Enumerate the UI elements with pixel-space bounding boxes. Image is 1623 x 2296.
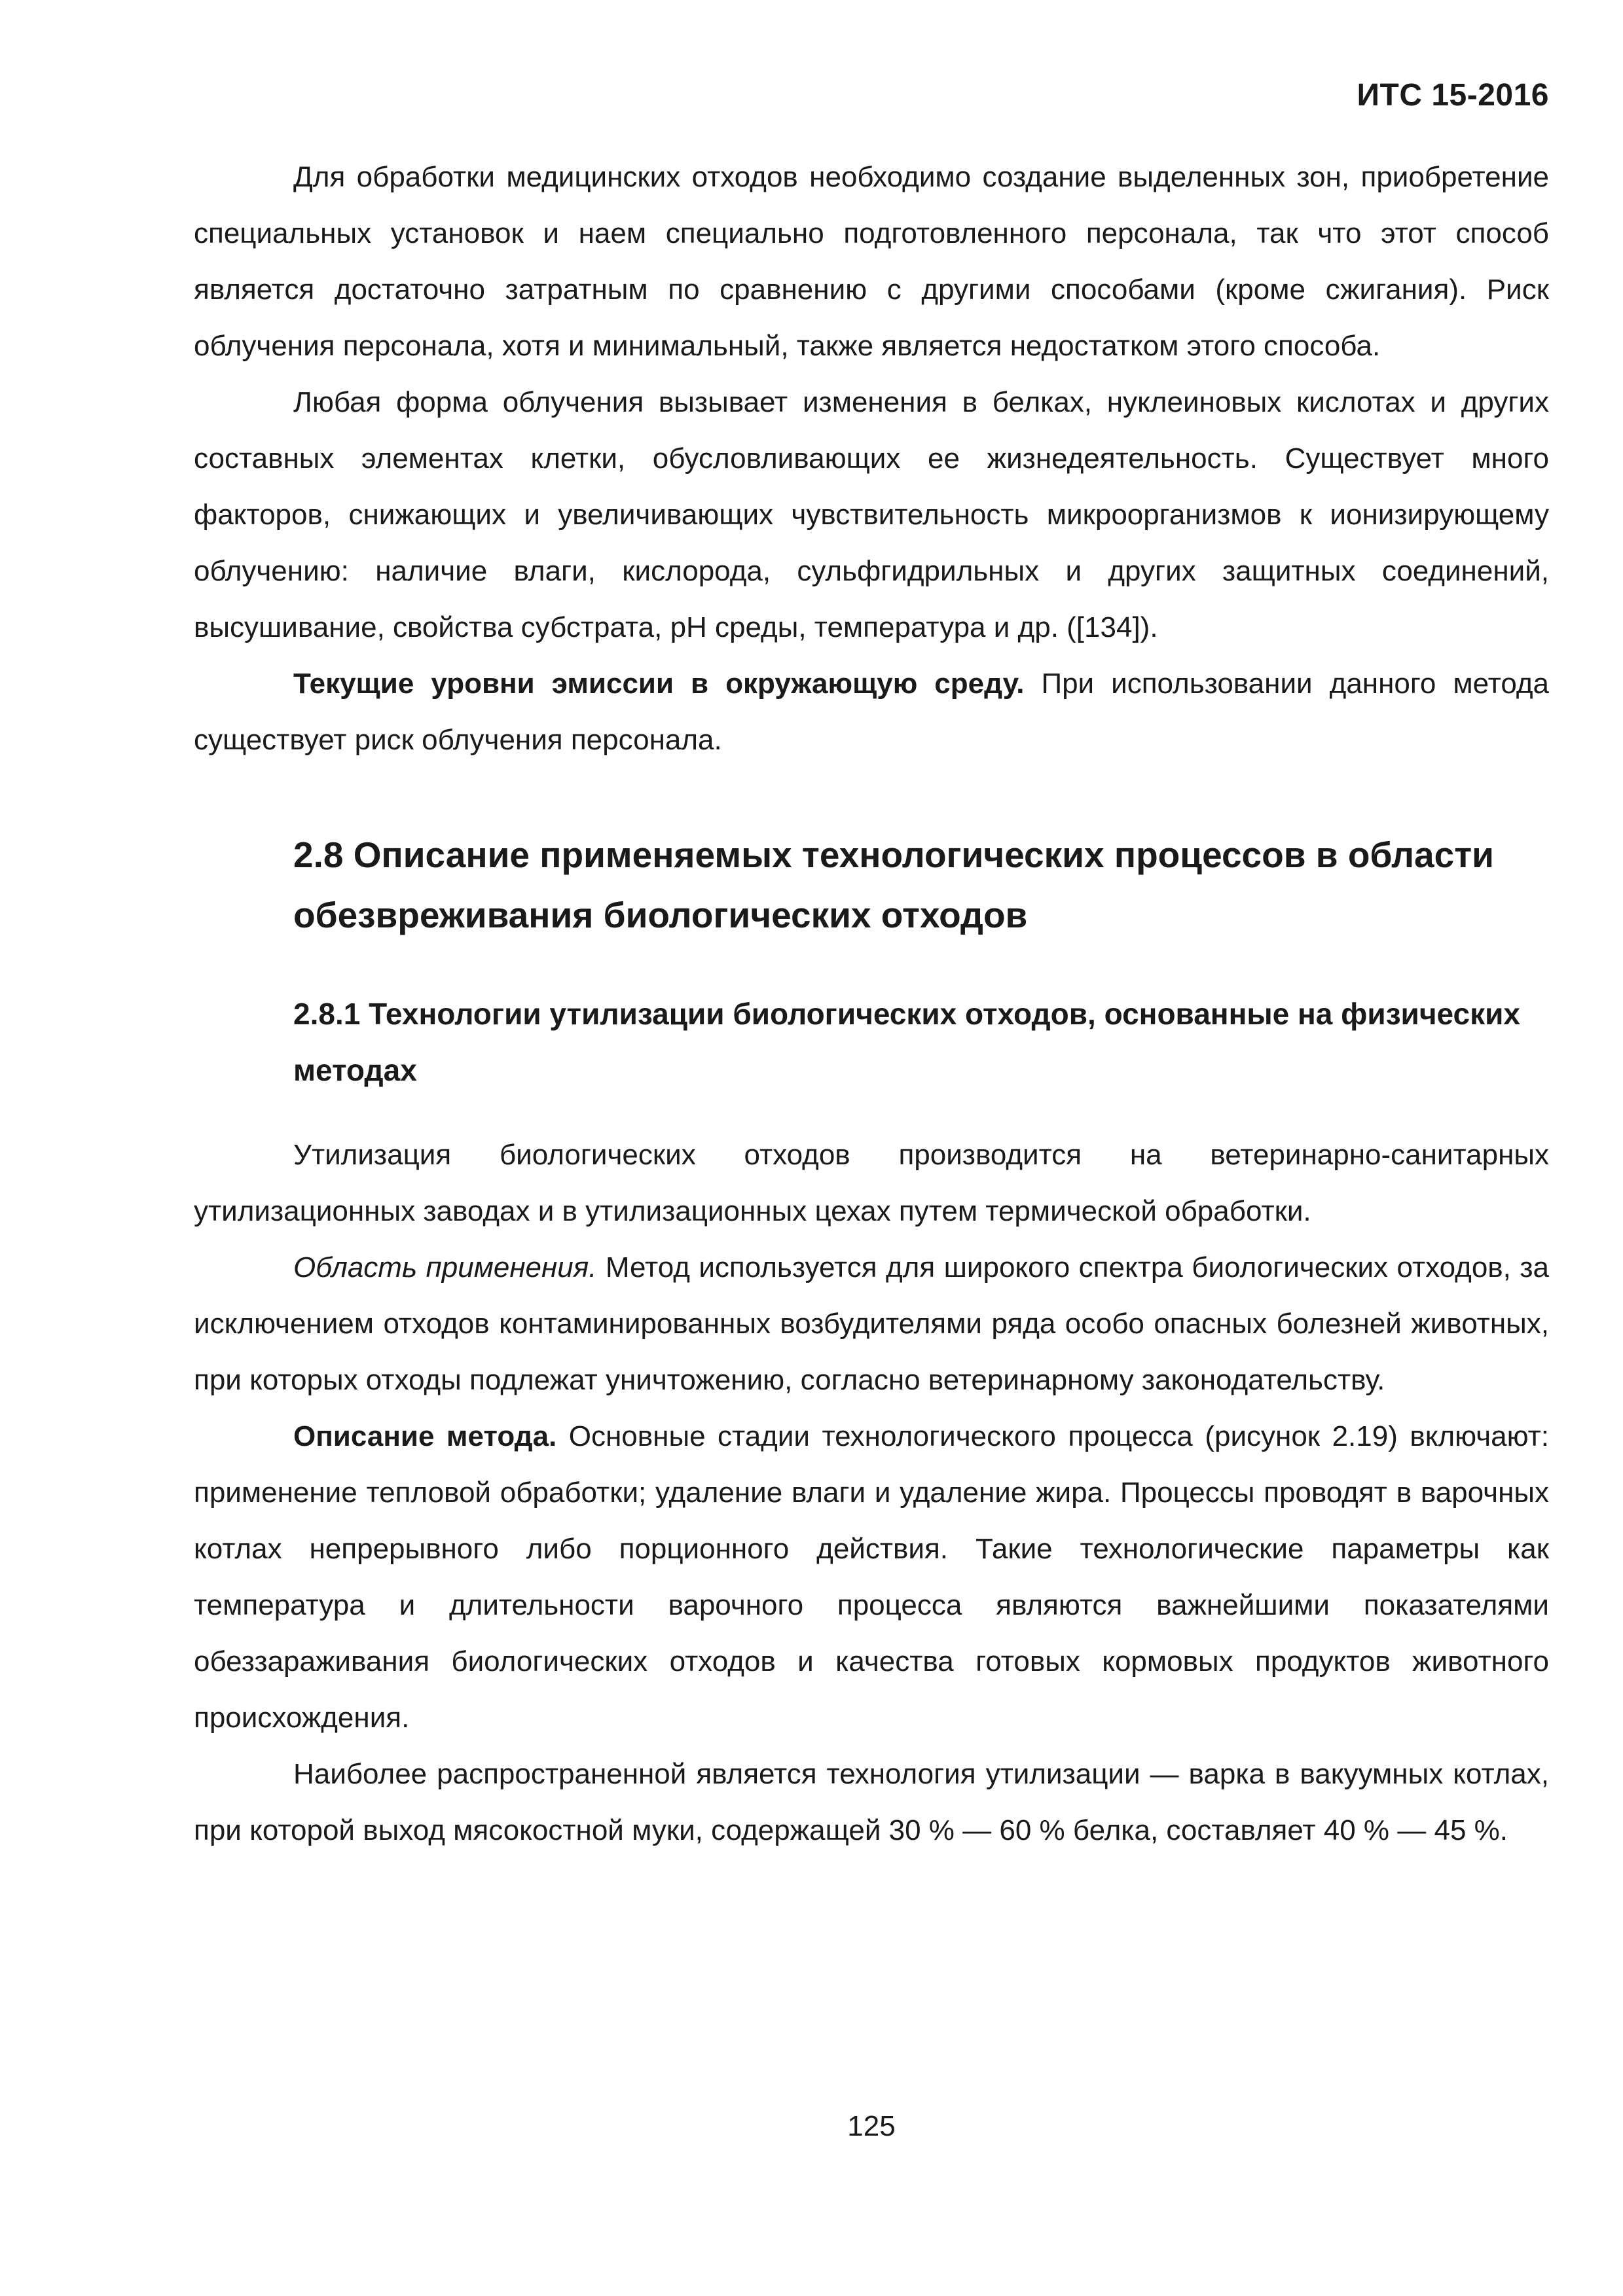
method-label: Описание метода. [293,1420,557,1452]
scope-label: Область применения. [293,1251,597,1283]
paragraph-medical-waste: Для обработки медицинских отходов необходимо создание выделенных зон, приобретение специальных установок и наем специально подготовленного персонала, так что этот способ является достаточно затратным по сравнению с другими способами (кроме сжигания). Риск облучения персонала, хотя и минимальный, также является недостатком этого способа. [194,161,1549,362]
method-text: Основные стадии технологического процесса (рисунок 2.19) включают: применение тепловой обработки; удаление влаги и удаление жира. Процессы проводят в варочных котлах непрерывного либо порционного действия. Такие технологические параметры как температура и длительности варочного процесса являются важнейшими показателями обеззараживания биологических отходов и качества готовых кормовых продуктов животного происхождения. [194,1420,1549,1734]
page-number: 125 [847,2110,896,2142]
paragraph-emissions [194,656,1549,768]
subsection-heading: 2.8.1 Технологии утилизации биологических отходов, основанные на физических методах [293,997,1520,1087]
section-heading: 2.8 Описание применяемых технологических процессов в области обезвреживания биологических отходов [293,834,1494,935]
paragraph-irradiation-effects: Любая форма облучения вызывает изменения в белках, нуклеиновых кислотах и других составных элементах клетки, обусловливающих ее жизнедеятельность. Существует много факторов, снижающих и увеличивающих чувствительность микроорганизмов к ионизирующему облучению: наличие влаги, кислорода, сульфгидрильных и других защитных соединений, высушивание, свойства субстрата, pH среды, температура и др. ([134]). [194,386,1549,643]
document-body [194,149,1549,1859]
paragraph-scope [194,1240,1549,1408]
paragraph-final: Наиболее распространенной является технология утилизации — варка в вакуумных котлах, при которой выход мясокостной муки, содержащей 30 % — 60 % белка, составляет 40 % — 45 %. [194,1758,1549,1846]
paragraph-intro: Утилизация биологических отходов производится на ветеринарно-санитарных утилизационных заводах и в утилизационных цехах путем термической обработки. [194,1139,1549,1227]
document-code: ИТС 15-2016 [1357,78,1549,113]
emissions-text: При использовании данного метода существует риск облучения персонала. [194,668,1549,756]
paragraph-method [194,1408,1549,1746]
document-page [194,0,1549,2296]
emissions-label: Текущие уровни эмиссии в окружающую среду. [293,668,1025,700]
scope-text: Метод используется для широкого спектра биологических отходов, за исключением отходов контаминированных возбудителями ряда особо опасных болезней животных, при которых отходы подлежат уничтожению, согласно ветеринарному законодательству. [194,1251,1549,1396]
